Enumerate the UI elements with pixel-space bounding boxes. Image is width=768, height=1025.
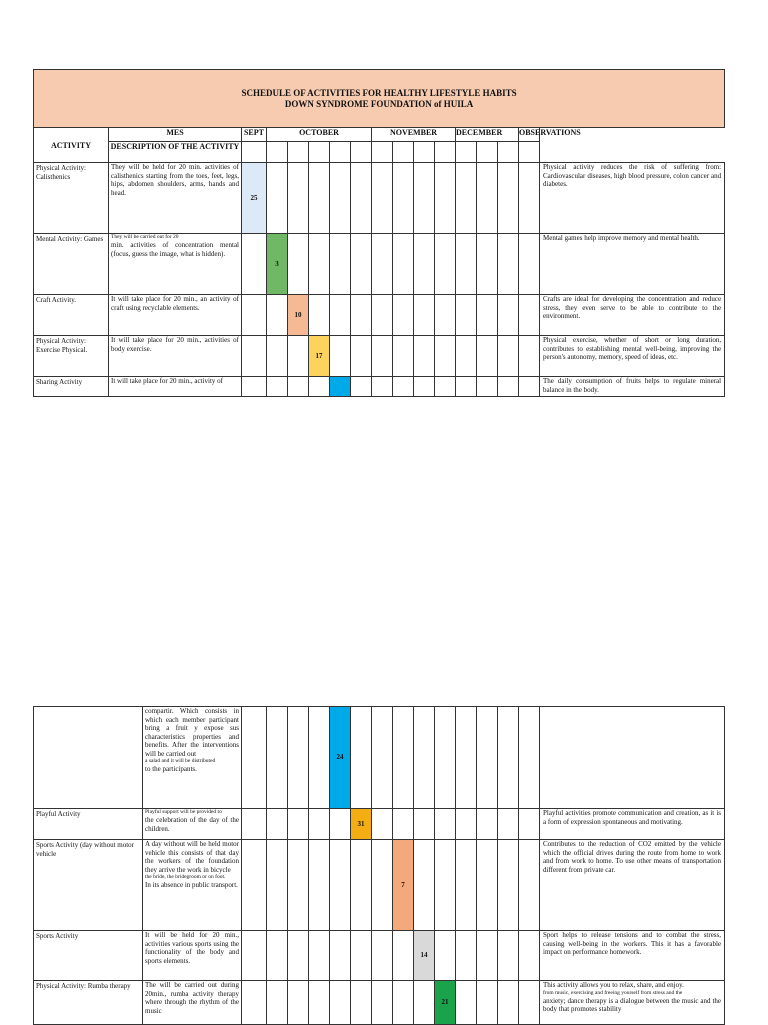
date-mark: 10	[288, 295, 309, 336]
activity-name: Physical Activity: Rumba therapy	[34, 981, 143, 1025]
date-mark: 21	[435, 981, 456, 1025]
calendar-cell	[477, 234, 498, 295]
calendar-cell	[242, 377, 267, 397]
activity-name: Playful Activity	[34, 809, 143, 840]
date-mark: 14	[414, 931, 435, 981]
calendar-cell	[477, 707, 498, 809]
calendar-cell	[242, 840, 267, 931]
calendar-cell	[330, 840, 351, 931]
calendar-cell	[456, 142, 477, 163]
calendar-cell	[477, 142, 498, 163]
description-text: the celebration of the day of the children.	[145, 816, 239, 833]
calendar-cell	[519, 809, 540, 840]
activity-observations: Crafts are ideal for developing the concentration and reduce stress, they even serve to be able to contribute to the environment.	[540, 295, 725, 336]
calendar-cell	[288, 809, 309, 840]
calendar-cell	[288, 840, 309, 931]
description-small-text: They will be carried out for 20	[111, 234, 179, 240]
calendar-cell	[519, 142, 540, 163]
calendar-cell	[242, 981, 267, 1025]
calendar-cell	[519, 336, 540, 377]
activity-name: Mental Activity: Games	[34, 234, 109, 295]
schedule-table-page1	[33, 69, 725, 397]
activity-description: It will take place for 20 min., an activity of craft using recyclable elements.	[109, 295, 242, 336]
observations-text: This activity allows you to relax, share, and enjoy.	[543, 981, 684, 989]
calendar-cell	[372, 840, 393, 931]
description-small-text: a salad and it will be distributed	[145, 758, 216, 764]
activity-observations: Physical activity reduces the risk of suffering from: Cardiovascular diseases, high blood pressure, colon cancer and diabetes.	[540, 163, 725, 234]
calendar-cell	[477, 336, 498, 377]
calendar-cell	[267, 377, 288, 397]
calendar-cell	[309, 840, 330, 931]
calendar-cell	[267, 809, 288, 840]
activity-description: It will be held for 20 min., activities various sports using the functionality of the body and sports elements.	[143, 931, 242, 981]
activity-description	[143, 707, 242, 809]
calendar-cell	[330, 295, 351, 336]
schedule-table-page2	[33, 706, 725, 1025]
calendar-cell	[498, 163, 519, 234]
calendar-cell	[498, 707, 519, 809]
calendar-cell	[414, 234, 435, 295]
calendar-cell	[498, 295, 519, 336]
calendar-cell	[351, 336, 372, 377]
observations-small-text: from music, exercising and freeing yourself from stress and the	[543, 989, 683, 996]
header-activity: ACTIVITY	[34, 128, 109, 163]
calendar-cell	[477, 840, 498, 931]
date-mark	[330, 377, 351, 397]
calendar-cell	[456, 377, 477, 397]
description-small-text: Playful support will be provided to	[145, 809, 222, 815]
calendar-cell	[393, 981, 414, 1025]
calendar-cell	[498, 931, 519, 981]
description-text: min. activities of concentration mental (focus, guess the image, what is hidden).	[111, 241, 239, 258]
calendar-cell	[372, 336, 393, 377]
date-mark: 7	[393, 840, 414, 931]
calendar-cell	[456, 295, 477, 336]
title-line-1: SCHEDULE OF ACTIVITIES FOR HEALTHY LIFESTYLE HABITS	[241, 87, 517, 98]
calendar-cell	[477, 377, 498, 397]
description-end-text: In its absence in public transport.	[145, 881, 238, 889]
date-mark: 25	[242, 163, 267, 234]
calendar-cell	[242, 295, 267, 336]
calendar-cell	[242, 234, 267, 295]
calendar-cell	[351, 840, 372, 931]
calendar-cell	[267, 163, 288, 234]
calendar-cell	[267, 295, 288, 336]
calendar-cell	[519, 931, 540, 981]
calendar-cell	[435, 163, 456, 234]
calendar-cell	[393, 336, 414, 377]
calendar-cell	[372, 163, 393, 234]
calendar-cell	[372, 707, 393, 809]
calendar-cell	[351, 377, 372, 397]
calendar-cell	[519, 163, 540, 234]
calendar-cell	[372, 295, 393, 336]
activity-observations: Physical exercise, whether of short or long duration, contributes to establishing mental well-being, improving the person's autonomy, memory, speed of ideas, etc.	[540, 336, 725, 377]
activity-observations: Sport helps to release tensions and to combat the stress, causing well-being in the workers. This it has a favorable impact on performance homework.	[540, 931, 725, 981]
table-row	[34, 234, 725, 295]
calendar-cell	[288, 707, 309, 809]
calendar-cell	[414, 981, 435, 1025]
calendar-cell	[372, 142, 393, 163]
calendar-cell	[498, 809, 519, 840]
calendar-cell	[498, 142, 519, 163]
activity-name: Sports Activity	[34, 931, 143, 981]
calendar-cell	[477, 163, 498, 234]
date-mark: 31	[351, 809, 372, 840]
activity-observations: The daily consumption of fruits helps to regulate mineral balance in the body.	[540, 377, 725, 397]
calendar-cell	[435, 234, 456, 295]
calendar-cell	[267, 981, 288, 1025]
calendar-cell	[330, 931, 351, 981]
description-end-text: to the participants.	[145, 765, 197, 773]
calendar-cell	[309, 377, 330, 397]
calendar-cell	[267, 931, 288, 981]
calendar-cell	[414, 377, 435, 397]
calendar-cell	[393, 234, 414, 295]
calendar-cell	[393, 163, 414, 234]
calendar-cell	[414, 163, 435, 234]
calendar-cell	[267, 707, 288, 809]
calendar-cell	[393, 377, 414, 397]
calendar-cell	[414, 295, 435, 336]
description-small-text: the bride, the bridegroom or on foot.	[145, 874, 226, 880]
calendar-cell	[498, 377, 519, 397]
calendar-cell	[330, 809, 351, 840]
calendar-cell	[456, 809, 477, 840]
calendar-cell	[435, 295, 456, 336]
activity-observations: Mental games help improve memory and mental health.	[540, 234, 725, 295]
activity-description: They will be held for 20 min. activities of calisthenics starting from the toes, feet, legs, hips, abdomen shoulders, arms, hands and head.	[109, 163, 242, 234]
activity-name: Sports Activity (day without motor vehicle	[34, 840, 143, 931]
calendar-cell	[477, 295, 498, 336]
calendar-cell	[519, 840, 540, 931]
date-mark: 17	[309, 336, 330, 377]
table-row	[34, 336, 725, 377]
calendar-cell	[435, 142, 456, 163]
calendar-cell	[519, 295, 540, 336]
calendar-cell	[330, 336, 351, 377]
calendar-cell	[309, 931, 330, 981]
calendar-cell	[351, 295, 372, 336]
calendar-cell	[330, 981, 351, 1025]
calendar-cell	[456, 234, 477, 295]
calendar-cell	[414, 142, 435, 163]
description-text: compartir. Which consists in which each member participant bring a fruit y expose sus characteristics properties and benefits. After the interventions will be carried out	[145, 707, 239, 758]
calendar-cell	[372, 931, 393, 981]
activity-observations	[540, 981, 725, 1025]
calendar-cell	[498, 234, 519, 295]
calendar-cell	[330, 142, 351, 163]
calendar-cell	[456, 336, 477, 377]
calendar-cell	[519, 981, 540, 1025]
table-row	[34, 163, 725, 234]
table-row	[34, 840, 725, 931]
calendar-cell	[435, 707, 456, 809]
calendar-cell	[372, 981, 393, 1025]
table-row	[34, 809, 725, 840]
activity-description	[143, 840, 242, 931]
calendar-cell	[288, 234, 309, 295]
calendar-cell	[393, 295, 414, 336]
table-row	[34, 981, 725, 1025]
calendar-cell	[351, 931, 372, 981]
calendar-cell	[288, 377, 309, 397]
calendar-cell	[351, 707, 372, 809]
observations-end-text: anxiety; dance therapy is a dialogue between the music and the body that promotes stability	[543, 996, 721, 1013]
calendar-cell	[309, 295, 330, 336]
calendar-cell	[288, 336, 309, 377]
calendar-cell	[456, 981, 477, 1025]
calendar-cell	[498, 981, 519, 1025]
calendar-cell	[351, 981, 372, 1025]
activity-name: Physical Activity: Calisthenics	[34, 163, 109, 234]
header-november: NOVEMBER	[372, 128, 456, 142]
table-row	[34, 377, 725, 397]
calendar-cell	[288, 163, 309, 234]
header-december: DECEMBER	[456, 128, 519, 142]
calendar-cell	[351, 163, 372, 234]
calendar-cell	[435, 809, 456, 840]
header-mes: MES	[109, 128, 242, 142]
calendar-cell	[414, 840, 435, 931]
description-text: A day without will be held motor vehicle this consists of that day the workers of the foundation they arrive the work in bicycle	[145, 840, 239, 874]
calendar-cell	[414, 809, 435, 840]
calendar-cell	[351, 234, 372, 295]
calendar-cell	[372, 809, 393, 840]
table-row	[34, 931, 725, 981]
header-sept: SEPT	[242, 128, 267, 142]
header-october: OCTOBER	[267, 128, 372, 142]
activity-description	[143, 809, 242, 840]
calendar-cell	[267, 840, 288, 931]
calendar-cell	[456, 840, 477, 931]
calendar-cell	[288, 981, 309, 1025]
calendar-cell	[267, 336, 288, 377]
calendar-cell	[309, 163, 330, 234]
table-row	[34, 707, 725, 809]
calendar-cell	[288, 931, 309, 981]
calendar-cell	[435, 377, 456, 397]
activity-description: The will be carried out during 20min., rumba activity therapy where through the rhythm of the music	[143, 981, 242, 1025]
header-description: DESCRIPTION OF THE ACTIVITY	[109, 142, 242, 163]
calendar-cell	[242, 142, 267, 163]
calendar-cell	[435, 336, 456, 377]
table-row	[34, 295, 725, 336]
title-line-2: DOWN SYNDROME FOUNDATION of HUILA	[284, 98, 474, 109]
date-mark: 3	[267, 234, 288, 295]
calendar-cell	[242, 809, 267, 840]
activity-observations: Playful activities promote communication and creation, as it is a form of expression spontaneous and motivating.	[540, 809, 725, 840]
activity-observations: Contributes to the reduction of CO2 emitted by the vehicle which the official drives during the route from home to work and from work to home. To use other means of transportation different from private car.	[540, 840, 725, 931]
calendar-cell	[242, 931, 267, 981]
calendar-cell	[477, 981, 498, 1025]
calendar-cell	[477, 809, 498, 840]
calendar-cell	[309, 809, 330, 840]
calendar-cell	[456, 931, 477, 981]
calendar-cell	[288, 142, 309, 163]
calendar-cell	[435, 840, 456, 931]
activity-name	[34, 707, 143, 809]
activity-description	[109, 234, 242, 295]
activity-description: It will take place for 20 min., activity of	[109, 377, 242, 397]
calendar-cell	[393, 931, 414, 981]
calendar-cell	[456, 163, 477, 234]
schedule-title	[34, 70, 725, 128]
calendar-cell	[330, 234, 351, 295]
activity-name: Sharing Activity	[34, 377, 109, 397]
calendar-cell	[242, 336, 267, 377]
calendar-cell	[519, 234, 540, 295]
calendar-cell	[498, 840, 519, 931]
calendar-cell	[477, 931, 498, 981]
calendar-cell	[414, 707, 435, 809]
activity-observations	[540, 707, 725, 809]
calendar-cell	[267, 142, 288, 163]
activity-name: Physical Activity: Exercise Physical.	[34, 336, 109, 377]
calendar-cell	[372, 377, 393, 397]
activity-name: Craft Activity.	[34, 295, 109, 336]
calendar-cell	[372, 234, 393, 295]
calendar-cell	[393, 809, 414, 840]
calendar-cell	[519, 707, 540, 809]
calendar-cell	[242, 707, 267, 809]
calendar-cell	[309, 234, 330, 295]
header-observations: OBSERVATIONS	[519, 128, 540, 142]
calendar-cell	[414, 336, 435, 377]
calendar-cell	[330, 163, 351, 234]
activity-description: It will take place for 20 min., activities of body exercise.	[109, 336, 242, 377]
calendar-cell	[456, 707, 477, 809]
calendar-cell	[309, 142, 330, 163]
calendar-cell	[351, 142, 372, 163]
calendar-cell	[498, 336, 519, 377]
calendar-cell	[393, 707, 414, 809]
date-mark: 24	[330, 707, 351, 809]
calendar-cell	[309, 707, 330, 809]
calendar-cell	[519, 377, 540, 397]
calendar-cell	[435, 931, 456, 981]
calendar-cell	[309, 981, 330, 1025]
calendar-cell	[393, 142, 414, 163]
